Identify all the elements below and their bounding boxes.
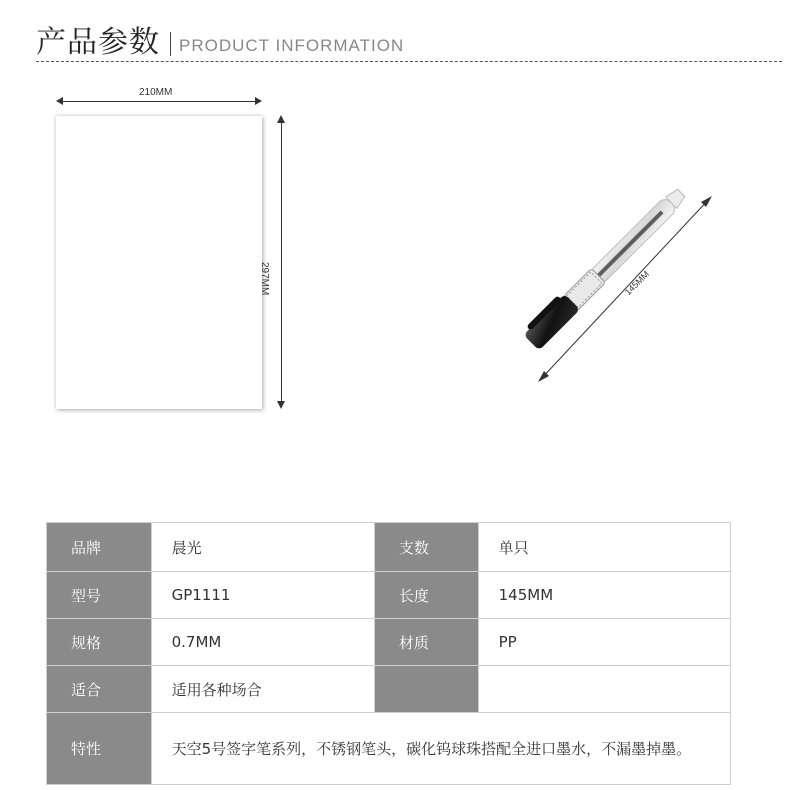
table-row [47, 666, 731, 713]
spec-value: 适用各种场合 [151, 666, 374, 713]
spec-key [374, 666, 478, 713]
table-row [47, 619, 731, 666]
spec-key: 适合 [47, 666, 152, 713]
spec-value: 145MM [478, 572, 730, 619]
spec-value: PP [478, 619, 730, 666]
spec-key: 品牌 [47, 523, 152, 572]
page-title: 产品参数 [36, 25, 160, 60]
table-row [47, 523, 731, 572]
paper-height-label: 297MM [259, 262, 270, 296]
spec-feature-value: 天空5号签字笔系列，不锈钢笔头，碳化钨球珠搭配全进口墨水，不漏墨掉墨。 [151, 713, 730, 785]
spec-key: 特性 [47, 713, 152, 785]
pen-length-label: 145MM [622, 268, 652, 298]
spec-value [478, 666, 730, 713]
a4-paper-sheet [56, 116, 262, 409]
spec-value: 0.7MM [151, 619, 374, 666]
spec-key: 材质 [374, 619, 478, 666]
paper-width-label: 210MM [139, 87, 173, 98]
spec-key: 规格 [47, 619, 152, 666]
title-separator [170, 32, 171, 56]
spec-key: 长度 [374, 572, 478, 619]
spec-key: 支数 [374, 523, 478, 572]
paper-width-dimension [58, 101, 260, 102]
spec-value: 晨光 [151, 523, 374, 572]
spec-table [46, 522, 731, 785]
gel-pen-image [490, 160, 730, 400]
paper-height-dimension [281, 117, 282, 407]
page-subtitle: PRODUCT INFORMATION [179, 36, 405, 55]
spec-value: 单只 [478, 523, 730, 572]
spec-key: 型号 [47, 572, 152, 619]
section-header [36, 18, 404, 62]
dashed-divider [36, 61, 782, 62]
table-row-feature [47, 713, 731, 785]
spec-value: GP1111 [151, 572, 374, 619]
table-row [47, 572, 731, 619]
